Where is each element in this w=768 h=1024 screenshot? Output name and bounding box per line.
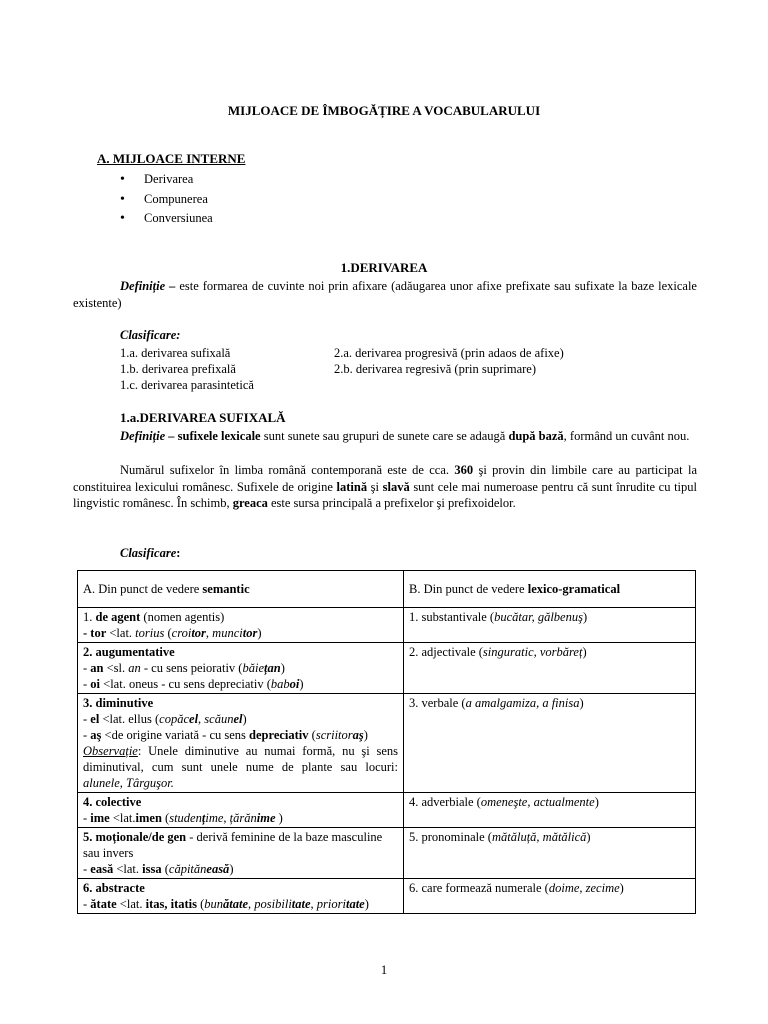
section-a-heading: A. MIJLOACE INTERNE	[97, 151, 246, 166]
table-header-semantic: A. Din punct de vedere semantic	[78, 571, 404, 608]
clasificare-item: 1.a. derivarea sufixală	[120, 346, 231, 360]
clasificare-item: 2.b. derivarea regresivă (prin suprimare)	[334, 362, 536, 376]
table-cell: 2. augumentative - an <sl. an - cu sens peiorativ (băiețan) - oi <lat. oneus - cu sens depreciativ (baboi)	[78, 643, 404, 694]
table-row	[78, 793, 696, 828]
page-number: 1	[380, 963, 388, 977]
derivare-heading: 1.DERIVAREA	[340, 260, 428, 275]
table-row	[78, 608, 696, 643]
clasificare-item: 2.a. derivarea progresivă (prin adaos de afixe)	[334, 346, 564, 360]
table-header-lexico: B. Din punct de vedere lexico-gramatical	[404, 571, 696, 608]
sufixala-paragraph: Numărul sufixelor în limba română contemporană este de cca. 360 şi provin din limbile care au participat la constituirea lexicului românesc. Sufixele de origine latină şi slavă sunt cele mai numeroase pentru că sunt înrudite cu tipul lingvistic românesc. În schimb, greaca este sursa principală a prefixelor şi prefixoidelor.	[73, 463, 697, 510]
definition-term: sufixele lexicale	[177, 429, 261, 443]
table-cell: 1. substantivale (bucătar, gălbenuş)	[404, 608, 696, 643]
table-cell: 6. abstracte - ătate <lat. itas, itatis (bunătate, posibilitate, prioritate)	[78, 879, 404, 914]
sufixala-heading: 1.a.DERIVAREA SUFIXALĂ	[120, 410, 286, 425]
definition-text: este formarea de cuvinte noi prin afixare (adăugarea unor afixe prefixate sau sufixate la baze lexicale existente)	[73, 279, 697, 310]
derivare-definition	[73, 278, 697, 311]
list-item: • Derivarea	[120, 170, 213, 190]
table-row	[78, 828, 696, 879]
sufixala-clasificare-label: Clasificare:	[120, 546, 181, 560]
table-cell: 4. colective - ime <lat.imen (studențime, țărănime )	[78, 793, 404, 828]
clasificare-item: 1.c. derivarea parasintetică	[120, 378, 254, 392]
clasificare-item: 1.b. derivarea prefixală	[120, 362, 236, 376]
section-a-list	[120, 170, 213, 229]
table-cell: 5. pronominale (mătăluță, mătălică)	[404, 828, 696, 879]
table-cell: 3. verbale (a amalgamiza, a finisa)	[404, 694, 696, 793]
table-header-row	[78, 571, 696, 608]
document-title: MIJLOACE DE ÎMBOGĂȚIRE A VOCABULARULUI	[227, 103, 541, 118]
table-row	[78, 694, 696, 793]
list-item: • Compunerea	[120, 190, 213, 210]
table-cell: 5. moționale/de gen - derivă feminine de la baze masculine sau invers - easă <lat. issa (căpităneasă)	[78, 828, 404, 879]
sufixala-definition: Definiție – sufixele lexicale sunt sunete sau grupuri de sunete care se adaugă după bază, formând un cuvânt nou.	[120, 429, 690, 443]
table-cell: 3. diminutive - el <lat. ellus (copăcel, scăunel) - aş <de origine variată - cu sens depreciativ (scriitoraş) Observație: Unele diminutive au numai formă, nu şi sens diminutival, cum sunt unele nume de plante sau locuri: alunele, Târguşor.	[78, 694, 404, 793]
table-row	[78, 643, 696, 694]
definition-label: Definiție –	[120, 279, 176, 293]
table-cell: 2. adjectivale (singuratic, vorbăreț)	[404, 643, 696, 694]
list-item: • Conversiunea	[120, 209, 213, 229]
definition-label: Definiție –	[120, 429, 175, 443]
table-cell: 4. adverbiale (omeneşte, actualmente)	[404, 793, 696, 828]
table-cell: 1. de agent (nomen agentis) - tor <lat. torius (croitor, muncitor)	[78, 608, 404, 643]
derivare-clasificare-label: Clasificare:	[120, 328, 181, 342]
classification-table	[77, 570, 696, 914]
table-row	[78, 879, 696, 914]
table-cell: 6. care formează numerale (doime, zecime)	[404, 879, 696, 914]
